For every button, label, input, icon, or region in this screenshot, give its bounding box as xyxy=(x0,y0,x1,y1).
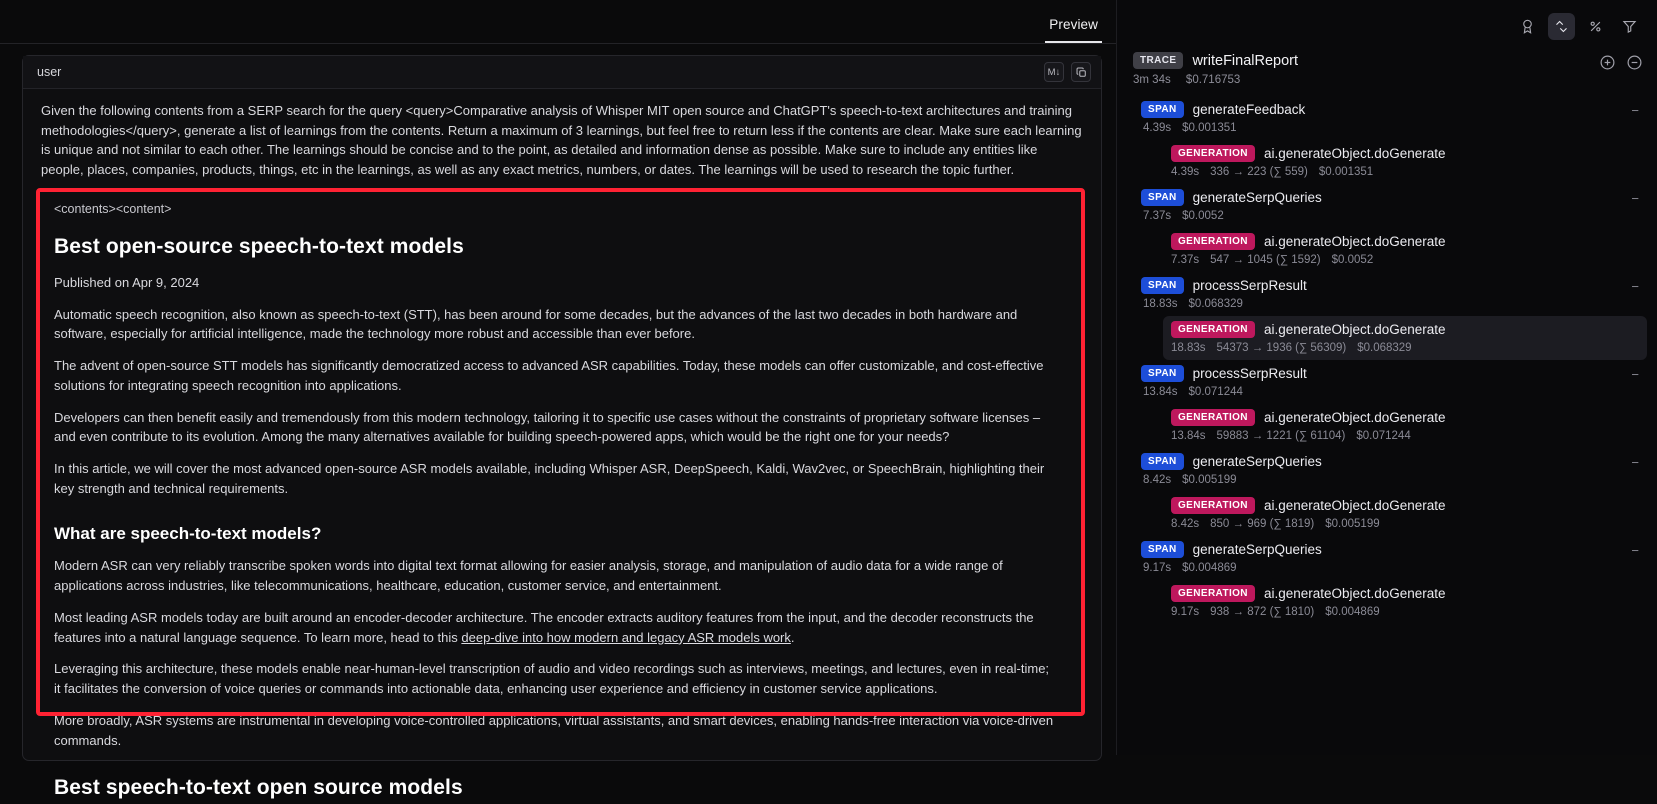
node-label: ai.generateObject.doGenerate xyxy=(1263,322,1446,337)
content-paragraph-with-link xyxy=(54,608,1059,648)
content-open-tag: <contents><content> xyxy=(54,202,172,216)
zoom-in-icon[interactable] xyxy=(1599,54,1616,76)
trace-node-span[interactable] xyxy=(1133,96,1647,140)
node-cost: $0.068329 xyxy=(1357,342,1412,354)
node-cost: $0.0052 xyxy=(1182,210,1224,222)
trace-title-row xyxy=(1133,52,1641,69)
node-meta xyxy=(1171,606,1639,618)
percent-icon[interactable] xyxy=(1582,13,1609,40)
node-meta xyxy=(1143,122,1639,134)
content-paragraph: In this article, we will cover the most advanced open-source ASR models available, including Whisper ASR, DeepSpeech, Kaldi, Wav2vec, or SpeechBrain, highlighting their key strength and technical requirements. xyxy=(54,461,1045,496)
node-label: generateSerpQueries xyxy=(1192,454,1322,469)
node-collapse-icon[interactable]: − xyxy=(1631,191,1639,206)
node-duration: 4.39s xyxy=(1143,122,1172,134)
message-role-label: user xyxy=(37,65,62,79)
trace-header xyxy=(1117,52,1657,86)
node-duration: 9.17s xyxy=(1143,562,1172,574)
trace-node-row xyxy=(1141,453,1639,470)
node-label: ai.generateObject.doGenerate xyxy=(1263,146,1446,161)
node-meta xyxy=(1143,210,1639,222)
tab-preview[interactable]: Preview xyxy=(1045,17,1102,43)
node-tokens: 938 → 872 (∑ 1810) xyxy=(1210,606,1315,618)
node-cost: $0.005199 xyxy=(1325,518,1380,530)
node-tokens: 54373 → 1936 (∑ 56309) xyxy=(1216,342,1347,354)
node-meta xyxy=(1171,342,1639,354)
trace-node-generation[interactable] xyxy=(1163,492,1647,536)
node-duration: 13.84s xyxy=(1171,430,1206,442)
node-type-badge: GENERATION xyxy=(1171,585,1255,602)
node-label: ai.generateObject.doGenerate xyxy=(1263,234,1446,249)
serp-content-region[interactable] xyxy=(40,192,1081,800)
content-paragraph: Automatic speech recognition, also known as speech-to-text (STT), has been around for some decades, but the advances of the last two decades in both hardware and software, especially for artificial intelligence, made the technology more robust and accessible than ever before. xyxy=(54,306,1018,342)
content-section-heading: What are speech-to-text models? xyxy=(54,523,322,543)
trace-node-row xyxy=(1171,409,1639,426)
content-paragraph: More broadly, ASR systems are instrumental in developing voice-controlled applications, virtual assistants, and smart devices, enabling hands-free interaction via voice-driven commands. xyxy=(54,712,1054,748)
trace-node-row xyxy=(1141,365,1639,382)
copy-icon[interactable] xyxy=(1071,62,1091,82)
node-collapse-icon[interactable]: − xyxy=(1631,103,1639,118)
content-paragraph: Modern ASR can very reliably transcribe spoken words into digital text format allowing for easier analysis, storage, and manipulation of audio data for a wide range of applications across industries, like telecommunications, healthcare, education, customer service, and entertainment. xyxy=(54,558,1003,594)
content-title: Best open-source speech-to-text models xyxy=(54,235,464,258)
node-type-badge: SPAN xyxy=(1141,541,1184,558)
trace-node-row xyxy=(1141,189,1639,206)
node-meta xyxy=(1143,474,1639,486)
content-bottom-heading: Best speech-to-text open source models xyxy=(54,776,463,800)
content-paragraph: The advent of open-source STT models has significantly democratized access to advanced ASR capabilities. Today, these models can offer customizable, and cost-effective solutions for integrating speech recognition into applications. xyxy=(54,358,1044,393)
node-type-badge: GENERATION xyxy=(1171,321,1255,338)
node-type-badge: GENERATION xyxy=(1171,145,1255,162)
trace-node-row xyxy=(1171,233,1639,250)
trace-node-generation[interactable] xyxy=(1163,228,1647,272)
node-label: generateSerpQueries xyxy=(1192,190,1322,205)
trace-node-span[interactable] xyxy=(1133,184,1647,228)
trace-node-row xyxy=(1171,145,1639,162)
node-cost: $0.004869 xyxy=(1325,606,1380,618)
trace-node-row xyxy=(1171,497,1639,514)
prompt-text: Given the following contents from a SERP search for the query <query>Comparative analysis of Whisper MIT open source and ChatGPT's speech-to-text architectures and training methodologies</query>, generate a list of learnings from the contents. Return a maximum of 3 learnings, but feel free to return less if the contents are clear. Make sure each learning is unique and not similar to each other. The learnings should be concise and to the point, as detailed and information dense as possible. Make sure to include any entities like people, places, companies, products, things, etc in the learnings, as well as any exact metrics, numbers, or dates. The learnings will be used to research the topic further. xyxy=(41,103,1082,177)
trace-toolbar xyxy=(1117,0,1657,52)
node-tokens: 547 → 1045 (∑ 1592) xyxy=(1210,254,1321,266)
award-icon[interactable] xyxy=(1514,13,1541,40)
trace-node-span[interactable] xyxy=(1133,536,1647,580)
node-label: ai.generateObject.doGenerate xyxy=(1263,410,1446,425)
content-paragraph: Developers can then benefit easily and tremendously from this modern technology, tailoring it to specific use cases without the constraints of proprietary software licenses – and even contribute to its evolution. Among the many alternatives available for building speech-powered apps, which would be the right one for your needs? xyxy=(54,409,1041,445)
node-type-badge: SPAN xyxy=(1141,365,1184,382)
node-tokens: 59883 → 1221 (∑ 61104) xyxy=(1216,430,1346,442)
node-type-badge: SPAN xyxy=(1141,277,1184,294)
node-cost: $0.004869 xyxy=(1182,562,1237,574)
node-cost: $0.005199 xyxy=(1182,474,1237,486)
node-collapse-icon[interactable]: − xyxy=(1631,543,1639,558)
node-label: generateFeedback xyxy=(1192,102,1306,117)
trace-node-row xyxy=(1141,277,1639,294)
markdown-toggle-icon[interactable] xyxy=(1044,62,1064,82)
message-header xyxy=(23,56,1101,89)
node-type-badge: GENERATION xyxy=(1171,233,1255,250)
trace-node-row xyxy=(1141,541,1639,558)
node-cost: $0.001351 xyxy=(1318,166,1374,178)
node-duration: 7.37s xyxy=(1143,210,1172,222)
node-label: processSerpResult xyxy=(1192,278,1307,293)
node-meta xyxy=(1171,166,1639,178)
trace-meta xyxy=(1133,74,1641,86)
filter-icon[interactable] xyxy=(1616,13,1643,40)
node-collapse-icon[interactable]: − xyxy=(1631,455,1639,470)
trace-badge: TRACE xyxy=(1133,52,1183,69)
trace-node-span[interactable] xyxy=(1133,448,1647,492)
node-duration: 8.42s xyxy=(1143,474,1172,486)
trace-duration: 3m 34s xyxy=(1133,74,1171,86)
node-type-badge: GENERATION xyxy=(1171,497,1255,514)
node-meta xyxy=(1143,298,1639,310)
node-tokens: 336 → 223 (∑ 559) xyxy=(1210,166,1308,178)
node-meta xyxy=(1143,562,1639,574)
node-meta xyxy=(1171,254,1639,266)
node-collapse-icon[interactable]: − xyxy=(1631,367,1639,382)
node-duration: 7.37s xyxy=(1171,254,1200,266)
trace-node-generation[interactable] xyxy=(1163,316,1647,360)
node-label: ai.generateObject.doGenerate xyxy=(1263,586,1446,601)
trace-node-generation[interactable] xyxy=(1163,140,1647,184)
node-type-badge: SPAN xyxy=(1141,101,1184,118)
trace-node-row xyxy=(1171,585,1639,602)
trace-pane xyxy=(1117,0,1657,755)
node-cost: $0.001351 xyxy=(1182,122,1237,134)
trace-node-generation[interactable] xyxy=(1163,580,1647,624)
message-body xyxy=(23,89,1101,179)
node-cost: $0.0052 xyxy=(1331,254,1374,266)
trace-cost: $0.716753 xyxy=(1185,74,1241,86)
trace-node-row xyxy=(1171,321,1639,338)
asr-deep-dive-link[interactable]: deep-dive into how modern and legacy ASR models work xyxy=(461,629,791,645)
node-duration: 13.84s xyxy=(1143,386,1178,398)
node-duration: 18.83s xyxy=(1143,298,1178,310)
trace-node-generation[interactable] xyxy=(1163,404,1647,448)
node-duration: 8.42s xyxy=(1171,518,1200,530)
trace-node-span[interactable] xyxy=(1133,272,1647,316)
node-duration: 9.17s xyxy=(1171,606,1200,618)
node-collapse-icon[interactable]: − xyxy=(1631,279,1639,294)
zoom-out-icon[interactable] xyxy=(1626,54,1643,76)
trace-name[interactable]: writeFinalReport xyxy=(1192,52,1299,69)
node-label: processSerpResult xyxy=(1192,366,1307,381)
node-type-badge: SPAN xyxy=(1141,189,1184,206)
node-duration: 18.83s xyxy=(1171,342,1206,354)
link-suffix-text: . xyxy=(790,629,795,645)
trace-header-icons xyxy=(1599,54,1643,76)
content-published: Published on Apr 9, 2024 xyxy=(54,274,200,290)
node-cost: $0.068329 xyxy=(1188,298,1243,310)
node-meta xyxy=(1171,430,1639,442)
content-paragraph: Leveraging this architecture, these models enable near-human-level transcription of audio and video recordings such as interviews, meetings, and lectures, even in real-time; it facilitates the conversion of voice queries or commands into actionable data, enhancing user experience and efficiency in customer service applications. xyxy=(54,661,1050,697)
node-cost: $0.071244 xyxy=(1356,430,1411,442)
node-label: ai.generateObject.doGenerate xyxy=(1263,498,1446,513)
trace-node-span[interactable] xyxy=(1133,360,1647,404)
collapse-icon[interactable] xyxy=(1548,13,1575,40)
markdown-glyph: M↓ xyxy=(1047,66,1061,78)
node-meta xyxy=(1143,386,1639,398)
node-tokens: 850 → 969 (∑ 1819) xyxy=(1210,518,1315,530)
node-label: generateSerpQueries xyxy=(1192,542,1322,557)
node-type-badge: SPAN xyxy=(1141,453,1184,470)
node-duration: 4.39s xyxy=(1171,166,1200,178)
trace-node-row xyxy=(1141,101,1639,118)
link-prefix-text: Most leading ASR models today are built around an encoder-decoder architecture. The encoder extracts auditory features from the input, and the decoder reconstructs the features into a natural language sequence. To learn more, head to this xyxy=(54,609,1034,645)
trace-tree[interactable] xyxy=(1117,96,1657,758)
node-meta xyxy=(1171,518,1639,530)
node-cost: $0.071244 xyxy=(1188,386,1243,398)
preview-tabbar xyxy=(0,0,1116,44)
node-type-badge: GENERATION xyxy=(1171,409,1255,426)
